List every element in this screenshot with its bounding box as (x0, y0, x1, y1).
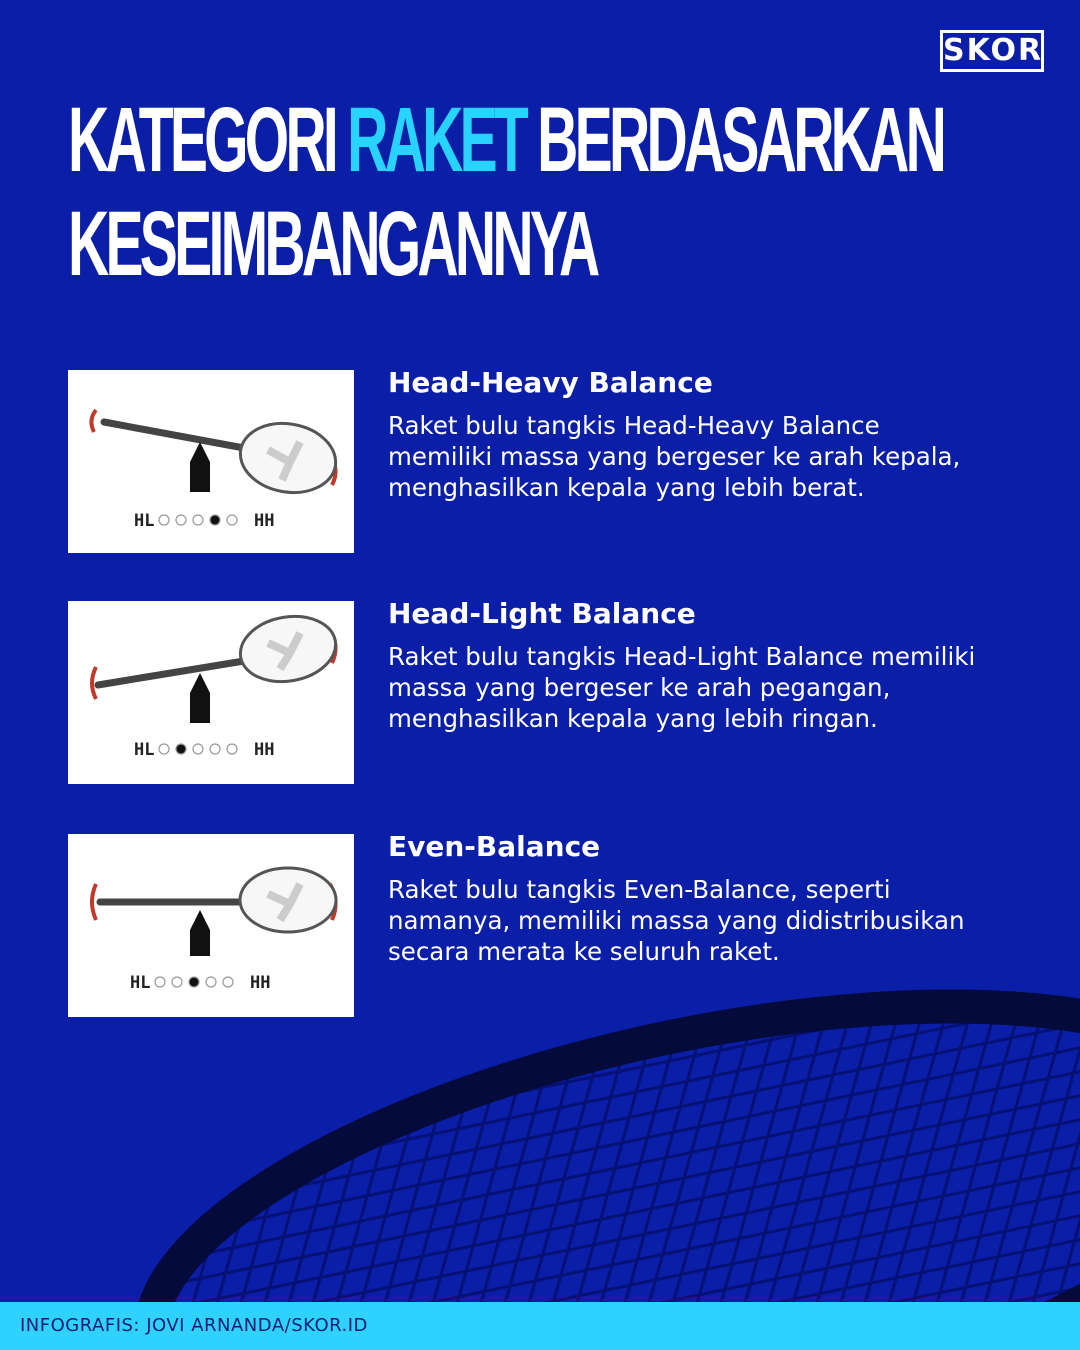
section-heading: Head-Light Balance (388, 597, 696, 630)
balance-dot (223, 977, 233, 987)
balance-dot (210, 744, 220, 754)
balance-dot-filled (176, 744, 186, 754)
head-heavy-section (388, 368, 988, 503)
balance-dot (172, 977, 182, 987)
even-balance-section (388, 832, 988, 967)
svg-text:HL: HL (134, 740, 155, 760)
title-highlight: RAKET (347, 89, 526, 191)
balance-dot (176, 515, 186, 525)
svg-text:HH: HH (250, 973, 271, 993)
page-title: KATEGORI RAKET BERDASARKAN KESEIMBANGANNYA (68, 89, 944, 295)
pivot-icon (190, 910, 210, 956)
footer-bar (0, 1302, 1080, 1350)
svg-text:HL: HL (134, 511, 155, 531)
svg-text:HH: HH (254, 511, 275, 531)
skor-logo: SKOR (940, 30, 1044, 72)
balance-dot (159, 515, 169, 525)
swing-arc-left-icon (91, 410, 96, 432)
head-heavy-diagram (68, 370, 354, 553)
balance-dot (227, 744, 237, 754)
balance-scale (155, 977, 233, 987)
section-body: Raket bulu tangkis Head-Light Balance memiliki massa yang bergeser ke arah pegangan, menghasilkan kepala yang lebih ringan. (388, 642, 976, 733)
svg-text:HL: HL (130, 973, 151, 993)
racket-handle-icon (98, 661, 244, 685)
svg-text:HH: HH (254, 740, 275, 760)
balance-dot-filled (189, 977, 199, 987)
balance-dot (206, 977, 216, 987)
section-body: Raket bulu tangkis Even-Balance, seperti namanya, memiliki massa yang didistribusikan secara merata ke seluruh raket. (388, 875, 965, 966)
balance-scale (159, 515, 237, 525)
balance-scale (159, 744, 237, 754)
balance-dot (227, 515, 237, 525)
head-light-section (388, 599, 988, 734)
footer-credit: INFOGRAFIS: JOVI ARNANDA/SKOR.ID (20, 1315, 368, 1336)
balance-dot (155, 977, 165, 987)
section-body: Raket bulu tangkis Head-Heavy Balance memiliki massa yang bergeser ke arah kepala, menghasilkan kepala yang lebih berat. (388, 411, 961, 502)
balance-dot-filled (210, 515, 220, 525)
even-balance-diagram (68, 834, 354, 1017)
section-heading: Head-Heavy Balance (388, 366, 713, 399)
section-heading: Even-Balance (388, 830, 601, 863)
pivot-icon (190, 442, 210, 492)
swing-arc-left-icon (92, 884, 96, 920)
balance-dot (193, 515, 203, 525)
head-light-diagram (68, 601, 354, 784)
pivot-icon (190, 673, 210, 723)
balance-dot (159, 744, 169, 754)
balance-dot (193, 744, 203, 754)
racket-handle-icon (104, 422, 244, 448)
